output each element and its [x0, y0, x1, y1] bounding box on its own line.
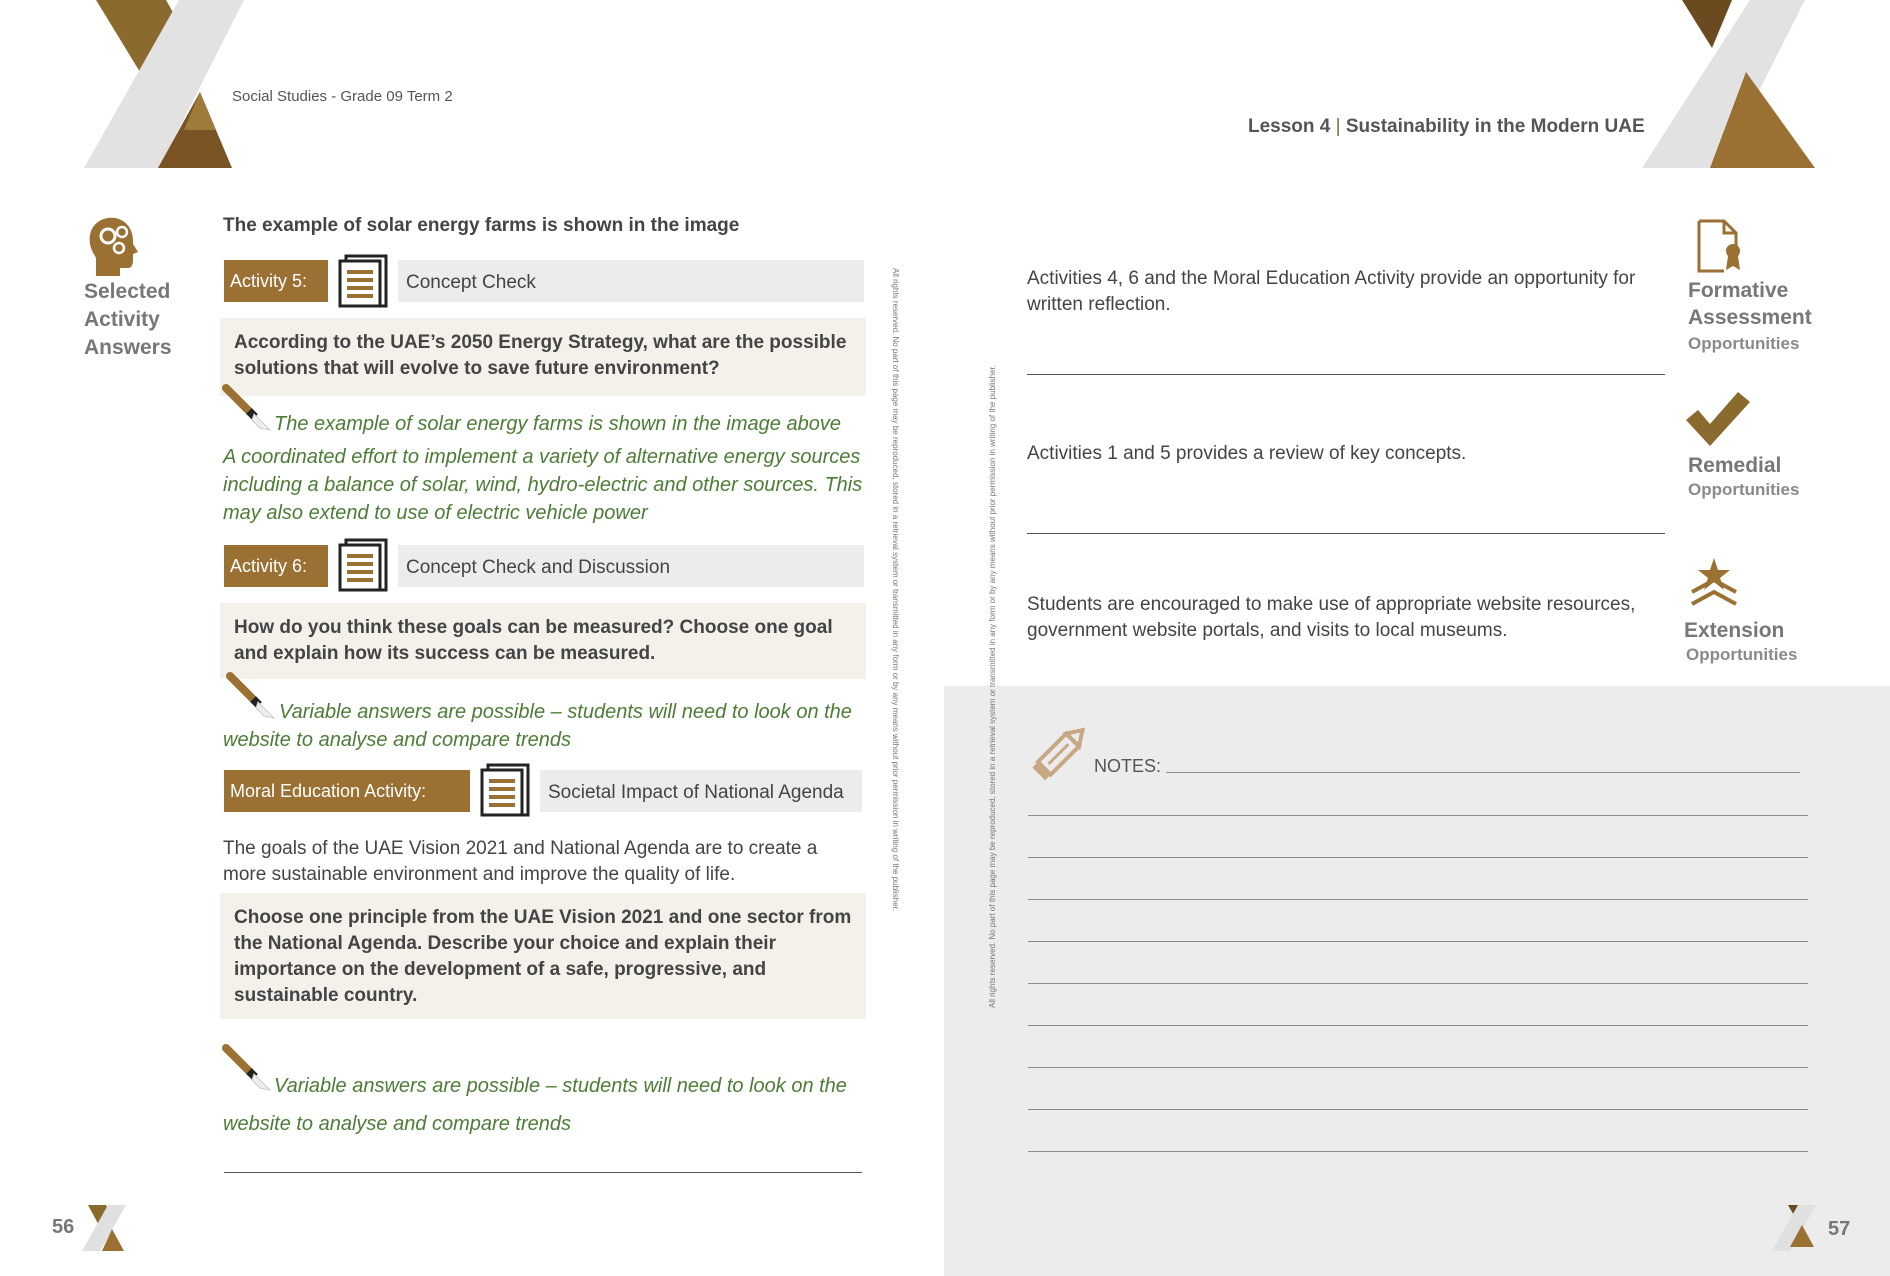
lesson-header	[1248, 116, 1645, 138]
notes-line[interactable]	[1028, 1151, 1808, 1152]
moral-education-text: The goals of the UAE Vision 2021 and National Agenda are to create a more sustainable environment and improve the quality of life.	[223, 838, 818, 885]
moral-education-answer-second: website to analyse and compare trends	[223, 1113, 571, 1135]
notes-line[interactable]	[1028, 899, 1808, 900]
intro-text: The example of solar energy farms is shown in the image	[223, 215, 740, 236]
notes-line[interactable]	[1028, 857, 1808, 858]
lesson-separator: |	[1335, 116, 1341, 137]
lesson-title: Sustainability in the Modern UAE	[1345, 116, 1645, 137]
moral-education-answer-first: Variable answers are possible – students will need to look on the	[274, 1075, 847, 1097]
paintbrush-icon	[222, 1044, 272, 1094]
document-icon	[480, 763, 530, 817]
head-gears-icon	[86, 216, 142, 278]
remedial-rule	[1027, 533, 1665, 534]
remedial-subtitle: Opportunities	[1688, 480, 1800, 499]
paintbrush-icon	[226, 672, 276, 722]
notes-line[interactable]	[1028, 815, 1808, 816]
answer-rule	[224, 1172, 862, 1173]
extension-text: Students are encouraged to make use of appropriate website resources, government website portals, and visits to local museums.	[1027, 594, 1636, 641]
selected-activity-answers-label	[84, 278, 172, 362]
notes-line[interactable]	[1166, 772, 1800, 773]
small-chevron-logo	[82, 1205, 126, 1251]
label-line-3: Answers	[84, 336, 172, 359]
activity-6-answer-second: website to analyse and compare trends	[223, 729, 571, 751]
checkmark-icon	[1686, 392, 1750, 448]
paintbrush-icon	[222, 384, 272, 434]
page-number-right: 57	[1828, 1218, 1851, 1240]
moral-education-question: Choose one principle from the UAE Vision 2021 and one sector from the National Agenda. Describe your choice and explain their importance on the development of a safe, progressive, and sustainable country.	[220, 893, 866, 1019]
activity-6-answer-first: Variable answers are possible – students will need to look on the	[279, 701, 852, 723]
notes-line[interactable]	[1028, 1109, 1808, 1110]
formative-title-line-1: Formative	[1688, 279, 1789, 302]
notes-line[interactable]	[1028, 983, 1808, 984]
formative-subtitle: Opportunities	[1688, 334, 1800, 353]
left-chevron-logo	[84, 0, 264, 168]
formative-text: Activities 4, 6 and the Moral Education Activity provide an opportunity for written reflection.	[1027, 268, 1636, 315]
notes-line[interactable]	[1028, 1025, 1808, 1026]
certificate-icon	[1696, 218, 1742, 274]
remedial-text: Activities 1 and 5 provides a review of key concepts.	[1027, 443, 1467, 464]
copyright-left: All rights reserved. No part of this page may be reproduced, stored in a retrieval system or transmitted in any form or by any means without prior permission in writing of the publisher.	[891, 268, 900, 911]
activity-5-question: According to the UAE’s 2050 Energy Strategy, what are the possible solutions that will evolve to save future environment?	[220, 318, 866, 396]
extension-title: Extension	[1684, 619, 1785, 642]
lesson-number: Lesson 4	[1248, 116, 1331, 137]
moral-education-title: Societal Impact of National Agenda	[540, 770, 862, 812]
course-header: Social Studies - Grade 09 Term 2	[232, 88, 453, 105]
copyright-right: All rights reserved. No part of this page may be reproduced, stored in a retrieval system or transmitted in any form or by any means without prior permission in writing of the publisher.	[988, 365, 997, 1008]
pencil-icon	[1030, 722, 1094, 782]
label-line-1: Selected	[84, 280, 171, 303]
activity-5-answer: A coordinated effort to implement a variety of alternative energy sources including a balance of solar, wind, hydro-electric and other sources. This may also extend to use of electric vehicle power	[223, 446, 863, 524]
activity-6-title: Concept Check and Discussion	[398, 545, 864, 587]
activity-5-answer-first: The example of solar energy farms is shown in the image above	[274, 413, 841, 435]
star-chevron-icon	[1686, 558, 1742, 614]
formative-title	[1688, 277, 1812, 331]
activity-5-title: Concept Check	[398, 260, 864, 302]
notes-line[interactable]	[1028, 1067, 1808, 1068]
label-line-2: Activity	[84, 308, 160, 331]
activity-6-question: How do you think these goals can be measured? Choose one goal and explain how its success can be measured.	[220, 603, 866, 679]
document-icon	[338, 538, 388, 592]
extension-subtitle: Opportunities	[1686, 645, 1798, 664]
formative-rule	[1027, 374, 1665, 375]
formative-title-line-2: Assessment	[1688, 306, 1812, 329]
activity-6-badge: Activity 6:	[224, 545, 328, 587]
remedial-title: Remedial	[1688, 454, 1782, 477]
right-chevron-logo	[1640, 0, 1820, 168]
document-icon	[338, 254, 388, 308]
moral-education-badge: Moral Education Activity:	[224, 770, 470, 812]
activity-5-badge: Activity 5:	[224, 260, 328, 302]
notes-label: NOTES:	[1094, 756, 1162, 776]
notes-line[interactable]	[1028, 941, 1808, 942]
page-number-left: 56	[52, 1216, 75, 1238]
small-chevron-logo	[1772, 1205, 1816, 1251]
